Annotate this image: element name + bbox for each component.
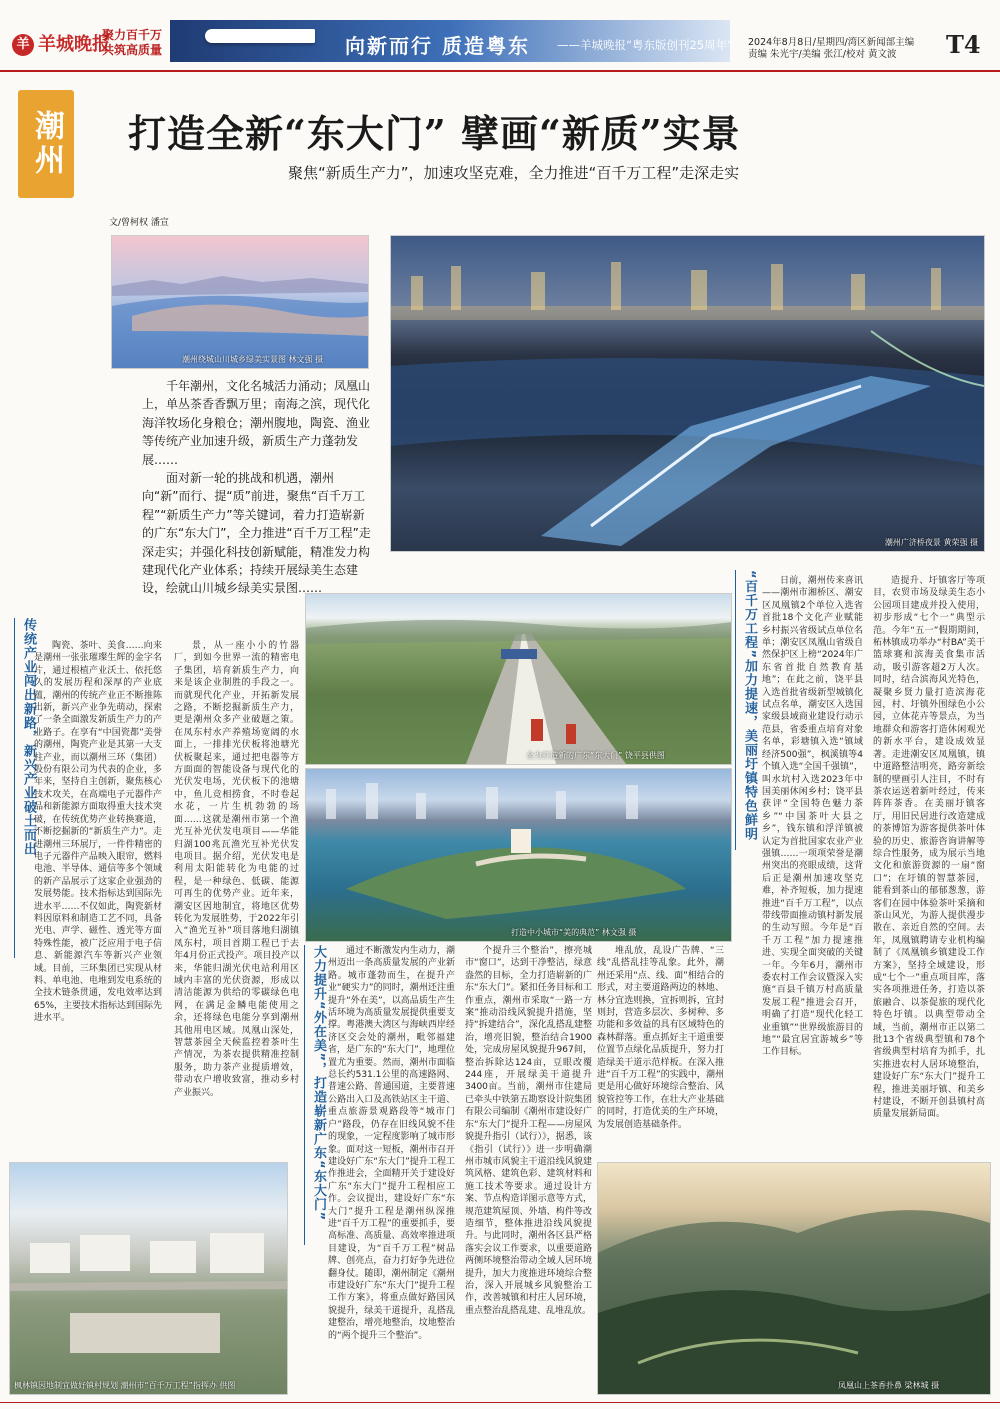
lead-paragraph-1: 千年潮州，文化名城活力涌动；凤凰山上，单丛茶香香飘万里；南海之滨，现代化海洋牧场化身粮仓；潮州腹地，陶瓷、渔业等传统产业加速升级，新质生产力蓬勃发展…… bbox=[142, 379, 371, 467]
newspaper-logo bbox=[12, 30, 110, 56]
photo-city-aerial bbox=[111, 235, 369, 369]
slogan-line-1: 聚力百千万 bbox=[102, 28, 163, 42]
article-text: 造提升、圩镇客厅等项目，农贸市场及绿美生态小公园项目建成并投入使用，初步形成“七个一”典型示范。今年“五一”假期期间，柘林镇成功举办“村BA”美干篮球赛和滨海美食集市活动，吸引游客超2万人次。同时，结合滨海风光特色，凝聚乡贤力量打造滨海花园，村、圩镇外围绿色小公园，立体花卉等景点，为当地群众和游客打造休闲观光的新水平台，建设成效显著。走进潮安区凤凰镇，镇中道路整洁明亮，路旁新绘制的壁画引人注目，不时有茶农运送着新叶经过，传来阵阵茶香。在美丽圩镇客厅，用旧民居进行改造建成的茶博馆为游客提供茶叶体验的历史、旅游咨询讲解等综合性服务，成为展示当地文化和旅游资源的一扇“窗口”；在圩镇的智慧茶园，能看到茶山的郁郁葱葱，游客们在园中体验茶叶采摘和茶山风光，为游人提供漫步散在、亲近自然的空间。去年，凤凰镇聘请专业机构编制了《凤凰镇乡镇建设工作方案》，坚持全域建设，形成“七个一”重点项目库，落实各项推进任务，打造以茶旅融合、以茶促旅的现代化特色圩镇。以典型带动全域，当前，潮州市正以第二批13个省级典型镇和78个省级典型村培育为抓手，扎实推进农村人居环境整治，建设好广东“东大门”提升工程，推进美丽圩镇、和美乡村建设，不断开创县镇村高质量发展新局面。 bbox=[873, 576, 985, 1120]
article-column bbox=[465, 945, 592, 1392]
page-number: T4 bbox=[946, 30, 981, 59]
photo-caption: 打造中小城市“美的典范” 林文强 摄 bbox=[511, 928, 637, 937]
photo-highway-gateway bbox=[305, 593, 732, 765]
sub-headline: 聚焦“新质生产力”，加速攻坚克难，全力推进“百千万工程”走深走实 bbox=[288, 164, 740, 182]
photo-caption: 全力打造新的广东“东大门” 饶平县供图 bbox=[526, 751, 665, 760]
river-city-illustration bbox=[306, 769, 731, 941]
city-tag: 潮州 bbox=[18, 90, 74, 198]
article-text: 个提升三个整治”，擦亮城市“窗口”，达到干净整洁，绿意盎然的目标，全力打造崭新的广东“东大门”。紧扣任务目标和工作重点，潮州市采取“一路一方案”推动沿线风貌提升措施，坚持“拆建结合”，深化乱搭乱建整治，增亮旧貌，整治结合1900处，完成房屋风貌提升967间，整治拆除达124亩，豆眼改覆244座，开展绿美干道提升3400亩。当前，潮州市住建局已牵头中铁第五勘察设计院集团有限公司编制《潮州市建设好广东“东大门”提升工程——房屋风貌提升指引（试行）》，据悉，该《指引（试行）》进一步明确潮州市城市风貌主干道沿线风貌建筑风格、建筑色彩、建筑材料和施工技术等要求。通过设计方案、节点构造详图示意等方式，规范建筑屋顶、外墙、构件等改造细节，整体推进沿线风貌提升。与此同时，潮州各区县严格落实会议工作要求，以重要道路两侧环境整治带动全域人居环境提升，加大力度推进环境综合整治，深入开展城乡风貌整治工作，改善城镇和村庄人居环境，重点整治乱搭乱建、乱堆乱放。 bbox=[465, 946, 592, 1316]
byline: 文/曾柯权 潘宣 bbox=[109, 218, 169, 228]
article-text: 景，从一座小小的竹器厂，到如今世界一流的精密电子集团，培育新质生产力，向来是该企业制胜的手段之一。而就现代化产业，开拓新发展之路，不断挖掘新质生产力，更是潮州众多产业破题之策。在凤东村水产养殖场宽阔的水面上，一排排光伏板将池塘光伏板聚起来，通过把电器等方方面面的智能设备与现代化的光伏发电场，光伏板下的池塘中，鱼儿竞相捞食，不时卷起水花，一片生机勃勃的场面……这就是潮州市第一个渔光互补光伏发电项目——华能归湖100兆瓦渔光互补光伏发电项目。据介绍，光伏发电是利用太阳能转化为电能的过程，是一种绿色、低碳、能源可再生的优势产业。近年来，潮安区因地制宜，将地区优势转化为发展胜势，于2022年引入“渔光互补”项目落地归湖镇凤东村，项目首期工程已于去年4月份正式投产。项目投产以来，华能归湖光伏电站利用区域内丰富的光伏资源，形成以清洁能源为供给的零碳绿色电网，在满足金鳞电能使用之余，还将绿色电能分享到潮州其他用电区域。凤凰山深处，智慧茶园全天候监控着茶叶生产情况，为茶农提供精准控制服务，助力茶产业提质增效，带动农户增收致富，推动乡村产业振兴。 bbox=[174, 641, 299, 1098]
section-heading-towns: “百千万工程”加力提速，美丽圩镇特色鲜明 bbox=[735, 570, 759, 850]
town-illustration bbox=[10, 1163, 287, 1394]
tea-mountain-illustration bbox=[598, 1163, 990, 1394]
city-aerial-illustration bbox=[112, 236, 368, 368]
article-text: 陶瓷、茶叶、美食……向来是潮州一张张璀璨生辉的金字名片，通过根植产业沃土、依托悠久的发展历程和深厚的产业底蕴，潮州的传统产业正不断推陈出新，新兴产业争先萌动，探索了一条全面激发新质生产力的产业路子。在享有“中国瓷都”美誉的潮州，陶瓷产业是其第一大支柱产业，而以潮州三环（集团）股份有限公司为代表的企业，多年来，坚持自主创新，聚焦核心技术攻关，在高端电子元器件产品和新能源方面取得重大技术突破，在传统优势产业转换赛道，不断挖掘新的“新质生产力”。走进潮州三环展厅，一件件精密的电子元器件产品映入眼帘，燃料电池、半导体、通信等多个领域的新产品展示了这家企业强劲的发展势能。技术指标达到国际先进水平……不仅如此，陶瓷新材料因原料和制造工艺不同，具备光电、声学、磁性、透光等方面特殊性能，被广泛应用于电子信息、新能源汽车等新兴产业领域。目前，三环集团已实现从材料、单电池、电堆到发电系统的全技术链条贯通，发电效率达到65%，主要技术指标达到国际先进水平。 bbox=[34, 641, 162, 1024]
banner-title: 向新而行 质造粤东 bbox=[345, 34, 530, 58]
article-column bbox=[762, 575, 863, 1160]
staff-line: 责编 朱光宇/美编 张江/校对 黄文波 bbox=[748, 49, 897, 60]
date-editor-line: 2024年8月8日/星期四/湾区新闻部主编 bbox=[748, 37, 915, 48]
article-column bbox=[597, 945, 724, 1155]
article-text: 通过不断激发内生动力，潮州迈出一条高质量发展的产业新路。城市蓬勃而生，在提升产业“硬实力”的同时，潮州还注重提升“外在美”，以高品质生产生活环境为高质量发展提供重要支撑。粤港澳大湾区与海峡西岸经济区交会处的潮州，毗邻福建省，是广东的“东大门”，地理位置尤为重要。然而，潮州市面临总长约531.1公里的高速路网、普速公路、普通国道，主要普速公路出入口及高铁站区主干道、重点旅游景观路段等“城市门户”路段，仍存在旧线风貌不佳的现象，一定程度影响了城市形象。面对这一短板，潮州市召开建设好广东“东大门”提升工程工作推进会，全面精开关于建设好广东“东大门”提升工程相应工作。会议提出，建设好广东“东大门”提升工程是潮州纵深推进“百千万工程”的重要抓手，要高标准、高质量、高效率推进项目建设，为“百千万工程”树品牌、创亮点，奋力打好争先进位翻身仗。随即，潮州制定《潮州市建设好广东“东大门”提升工程工作方案》，将重点做好路国风貌提升，绿美干道提升，乱搭乱建整治，增亮地整治，坟地整治的“两个提升三个整治”。 bbox=[328, 946, 455, 1341]
photo-caption: 潮州绕城山川城乡绿美实景图 林文强 摄 bbox=[182, 355, 324, 364]
photo-caption: 潮州广济桥夜景 黄荣强 摄 bbox=[884, 538, 978, 547]
article-text: 堆乱放，乱设广告牌、“三线”乱搭乱挂等乱象。此外，潮州还采用“点、线、面”相结合的形式，对主要道路两边的林地、林分宜选则换，宜拆则拆，宜封则封，营造多层次、多树种、多功能和多效益的具有区域特色的森林群落。重点抓好主干道重要位置节点绿化品质提升，努力打造绿美干道示范样板。在深入推进“百千万工程”的实践中，潮州更是用心做好环境综合整治、风貌管控等工作，在壮大产业基础的同时，打造优美的生产环境，为发展创造基础条件。 bbox=[597, 946, 724, 1130]
slogan-line-2: 共筑高质量 bbox=[102, 43, 163, 57]
article-text: 日前，潮州传来喜讯——潮州市湘桥区、潮安区凤凰镇2个单位入选省首批18个文化产业赋能乡村振兴省级试点单位名单；潮安区凤凰山省级自然保护区上榜“2024年广东省首批自然教育基地”；在此之前，饶平县入选首批省级新型城镇化试点名单，潮安区入选国家级县域商业建设行动示范县，省委重点培育对象名单，彩塘镇入选“镇域经济500强”，枫溪镇等4个镇入选“全国千强镇”，叫水坑村入选2023年中国美丽休闲乡村；饶平县获评“全国特色魅力茶乡”“中国茶叶大县之乡”，钱东镇和浮洋镇被认定为首批国家农业产业强镇……一项项荣誉是潮州突出的亮眼成绩，这背后正是潮州加速攻坚克难，补齐短板，加力提速推进“百千万工程”，以点带线带面推动镇村新发展的生动写照。今年是“百千万工程”加力提速推进、实现全面突破的关键一年。今年6月，潮州市委农村工作会议暨深入实施“百县千镇万村高质量发展工程”推进会召开，明确了打造“现代化轻工业重镇”“世界级旅游目的地”“最宜居宜游城乡”等工作目标。 bbox=[762, 576, 863, 1058]
highway-illustration bbox=[306, 594, 731, 764]
article-column bbox=[34, 640, 162, 1155]
photo-caption: 枫林镇因地制宜做好镇村规划 潮州市“百千万工程”指挥办 供图 bbox=[14, 1381, 236, 1390]
logo-mark-icon: 羊 bbox=[12, 34, 34, 56]
photo-guangji-bridge-night bbox=[390, 235, 985, 552]
night-bridge-illustration bbox=[391, 236, 984, 551]
section-heading-gateway: 大力提升“外在美”，打造崭新广东“东大门” bbox=[304, 945, 328, 1245]
logo-text: 羊城晚报 bbox=[38, 34, 110, 55]
lead-paragraph-2: 面对新一轮的挑战和机遇，潮州向“新”而行、提“质”前进，聚焦“百千万工程”“新质生产力”等关键词，着力打造崭新的广东“东大门”，全力推进“百千万工程”走深走实；并强化科技创新赋能，精准发力构建现代化产业体系；持续开展绿美生态建设，绘就山川城乡绿美实景图…… bbox=[142, 471, 371, 596]
article-column bbox=[174, 640, 299, 1155]
date-line bbox=[748, 37, 914, 61]
section-heading-industry: 传统产业闯出新路，新兴产业破土而出 bbox=[14, 618, 38, 958]
footer-rule bbox=[0, 1402, 1000, 1403]
article-column bbox=[873, 575, 985, 1160]
photo-fenghuang-tea bbox=[597, 1162, 991, 1395]
article-column bbox=[328, 945, 455, 1392]
lead-paragraph bbox=[142, 377, 374, 596]
banner-subtitle: ——羊城晚报“粤东版创刊25周年” bbox=[557, 38, 734, 52]
photo-town-planning bbox=[9, 1162, 288, 1395]
train-icon bbox=[205, 29, 315, 43]
slogan bbox=[102, 28, 162, 58]
photo-caption: 凤凰山上茶香扑鼻 梁林城 摄 bbox=[838, 1381, 940, 1390]
photo-riverside-city bbox=[305, 768, 732, 942]
headline: 打造全新“东大门” 擘画“新质”实景 bbox=[128, 111, 741, 156]
